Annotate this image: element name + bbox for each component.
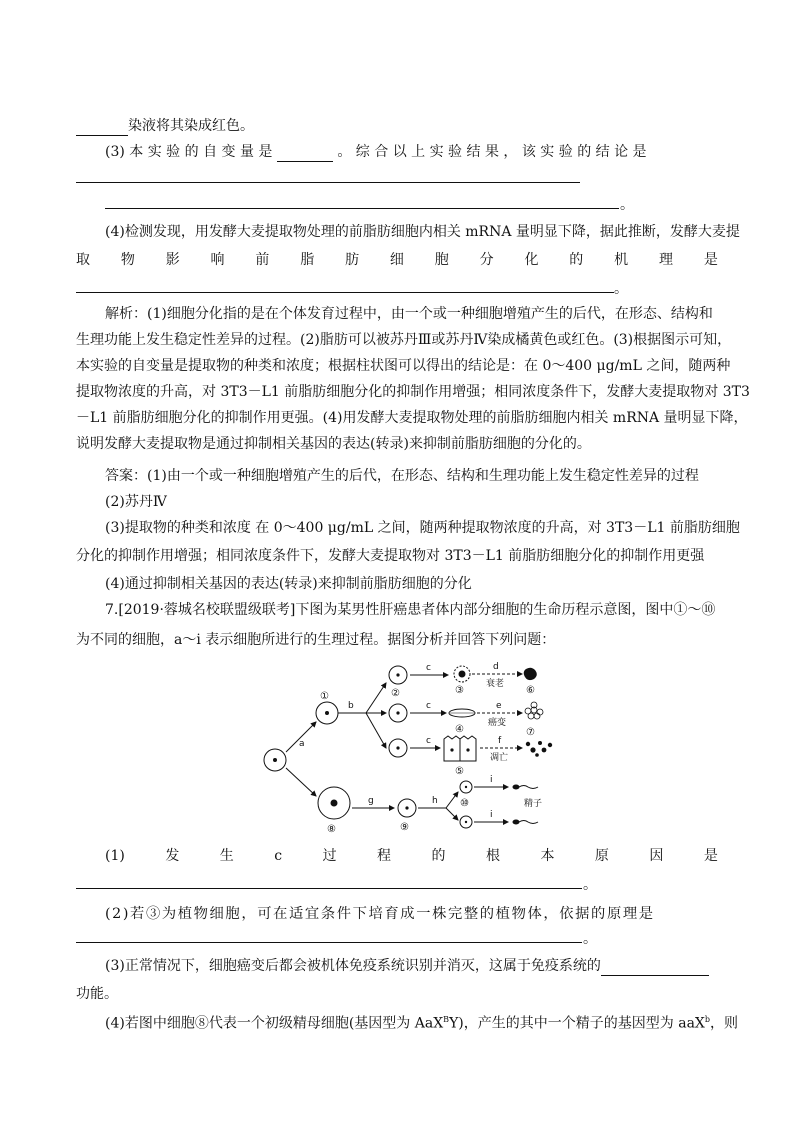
- cell-4: ④: [455, 724, 464, 735]
- analysis-line: －L1 前脂肪细胞分化的抑制作用更强。(4)用发酵大麦提取物处理的前脂肪细胞内相关 mRNA 量明显下降，: [76, 410, 748, 426]
- answer-line: 答案：(1)由一个或一种细胞增殖产生的后代，在形态、结构和生理功能上发生稳定性差异的过程: [105, 468, 699, 484]
- question-stem: 7.[2019·蓉城名校联盟级联考]下图为某男性肝癌患者体内部分细胞的生命历程示意图，图中①～⑩: [105, 602, 716, 618]
- answer-line: 分化的抑制作用增强；相同浓度条件下，发酵大麦提取物对 3T3－L1 前脂肪细胞分化的抑制作用更强: [76, 548, 705, 564]
- sub-question-2: (2)若③为植物细胞，可在适宜条件下培育成一株完整的植物体，依据的原理是: [105, 906, 655, 922]
- cell-lifecycle-diagram: [258, 656, 558, 836]
- sub-question-3: (3)正常情况下，细胞癌变后都会被机体免疫系统识别并消灭，这属于免疫系统的: [105, 956, 718, 976]
- process-f: f: [498, 736, 502, 746]
- period: 。: [583, 931, 597, 947]
- answer-line: (4)通过抑制相关基因的表达(转录)来抑制前脂肪细胞的分化: [105, 576, 472, 592]
- period: 。: [614, 281, 628, 297]
- cell-3: ③: [455, 685, 464, 696]
- analysis-line: 解析：(1)细胞分化指的是在个体发育过程中，由一个或一种细胞增殖产生的后代，在形态、结构和: [105, 306, 713, 322]
- answer-rule: [76, 182, 580, 183]
- prev-q-line-2: (3) 本 实 验 的 自 变 量 是 。 综 合 以 上 实 验 结 果 ， 该 实 验 的 结 论 是: [105, 144, 647, 160]
- answer-line: (2)苏丹Ⅳ: [105, 494, 167, 510]
- cell-9: ⑨: [400, 822, 409, 833]
- answer-rule: [76, 888, 582, 889]
- analysis-line: 本实验的自变量是提取物的种类和浓度；根据柱状图可以得出的结论是：在 0～400 μg/mL 之间，随两种: [76, 358, 731, 374]
- answer-rule: [76, 942, 582, 943]
- cell-1: ①: [320, 691, 329, 702]
- label-aging: 衰老: [486, 679, 505, 689]
- cell-2: ②: [391, 688, 400, 699]
- period: 。: [583, 877, 597, 893]
- analysis-line: 提取物浓度的升高，对 3T3－L1 前脂肪细胞分化的抑制作用增强；相同浓度条件下，发酵大麦提取物对 3T3: [76, 384, 750, 400]
- label-cancer: 癌变: [488, 718, 507, 728]
- process-g: g: [368, 796, 374, 806]
- sub-question-4: (4)若图中细胞⑧代表一个初级精母细胞(基因型为 AaX$^B$Y)，产生的其中一个精子的基因型为 aaX$^b$，则: [105, 1015, 739, 1032]
- cell-8: ⑧: [327, 824, 336, 835]
- answer-blank: [277, 145, 333, 162]
- sub-question-1: (1) 发 生 c 过 程 的 根 本 原 因 是: [105, 848, 718, 864]
- answer-rule: [76, 292, 614, 293]
- analysis-line: 生理功能上发生稳定性差异的过程。(2)脂肪可以被苏丹Ⅲ或苏丹Ⅳ染成橘黄色或红色。(3)根据图示可知，: [76, 332, 732, 348]
- process-h: h: [432, 796, 438, 806]
- analysis-line: 说明发酵大麦提取物是通过抑制相关基因的表达(转录)来抑制前脂肪细胞的分化的。: [76, 436, 591, 452]
- answer-rule: [105, 208, 619, 209]
- period: 。: [620, 197, 634, 213]
- prev-q-line-4: (4)检测发现，用发酵大麦提取物处理的前脂肪细胞内相关 mRNA 量明显下降，据此推断，发酵大麦提: [105, 224, 740, 240]
- prev-q-line-1: 染液将其染成红色。: [76, 116, 718, 136]
- answer-blank: [76, 119, 128, 136]
- answer-blank: [601, 959, 709, 976]
- sub-question-3-tail: 功能。: [76, 986, 118, 1002]
- process-c: c: [426, 736, 431, 746]
- process-c: c: [426, 663, 431, 673]
- question-stem: 为不同的细胞，a～i 表示细胞所进行的生理过程。据图分析并回答下列问题：: [76, 632, 556, 648]
- process-d: d: [493, 662, 499, 672]
- cell-6: ⑥: [526, 685, 535, 696]
- process-b: b: [348, 701, 354, 711]
- label-apoptosis: 凋亡: [490, 753, 509, 763]
- process-i: i: [490, 775, 493, 785]
- process-e: e: [496, 701, 502, 711]
- prev-q-line-5: 取 物 影 响 前 脂 肪 细 胞 分 化 的 机 理 是: [76, 252, 718, 268]
- process-i: i: [490, 810, 493, 820]
- process-c: c: [426, 701, 431, 711]
- cell-5: ⑤: [455, 766, 464, 777]
- cell-10: ⑩: [460, 798, 469, 809]
- answer-line: (3)提取物的种类和浓度 在 0～400 μg/mL 之间，随两种提取物浓度的升高，对 3T3－L1 前脂肪细胞: [105, 520, 740, 536]
- cell-7: ⑦: [526, 727, 535, 738]
- label-sperm: 精子: [524, 799, 543, 809]
- process-a: a: [299, 739, 305, 749]
